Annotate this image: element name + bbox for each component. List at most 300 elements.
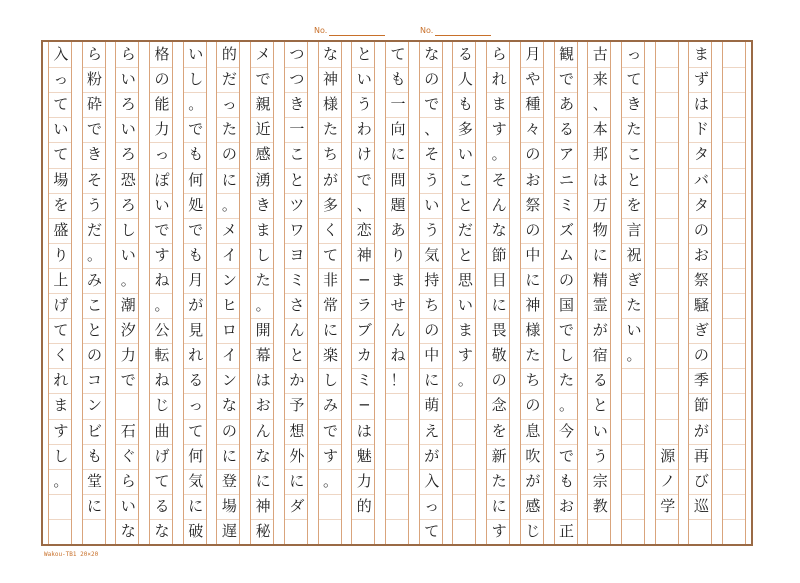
cell-divider (386, 117, 408, 118)
cell-divider (723, 168, 745, 169)
cell-divider (251, 117, 273, 118)
manuscript-char: 潮 (120, 296, 136, 315)
manuscript-char: ダ (289, 496, 305, 515)
manuscript-column (621, 42, 645, 544)
cell-divider (352, 494, 374, 495)
manuscript-char: ワ (289, 220, 305, 239)
cell-divider (116, 494, 138, 495)
cell-divider (184, 393, 206, 394)
cell-divider (184, 218, 206, 219)
manuscript-char: ま (53, 396, 69, 415)
manuscript-char: た (255, 270, 271, 289)
manuscript-char: た (491, 471, 507, 490)
cell-divider (723, 117, 745, 118)
manuscript-char: せ (390, 296, 406, 315)
cell-divider (184, 67, 206, 68)
manuscript-char: も (559, 471, 575, 490)
manuscript-char: メ (255, 45, 271, 64)
cell-divider (420, 343, 442, 344)
manuscript-char: が (592, 321, 608, 340)
cell-divider (49, 293, 71, 294)
cell-divider (285, 193, 307, 194)
cell-divider (453, 419, 475, 420)
manuscript-char: の (221, 145, 237, 164)
cell-divider (386, 193, 408, 194)
manuscript-char: 転 (154, 346, 170, 365)
manuscript-char: 万 (592, 195, 608, 214)
no-label-2 (420, 26, 491, 36)
cell-divider (352, 67, 374, 68)
cell-divider (251, 419, 273, 420)
cell-divider (656, 419, 678, 420)
manuscript-char: こ (289, 145, 305, 164)
manuscript-char: 多 (457, 120, 473, 139)
manuscript-char: 古 (592, 45, 608, 64)
manuscript-char: い (457, 296, 473, 315)
manuscript-column (82, 42, 106, 544)
manuscript-char: 精 (592, 270, 608, 289)
manuscript-char: を (53, 195, 69, 214)
manuscript-char: お (525, 170, 541, 189)
manuscript-char: ド (693, 120, 709, 139)
manuscript-char: 上 (53, 270, 69, 289)
manuscript-char: で (188, 120, 204, 139)
manuscript-char: 物 (592, 220, 608, 239)
manuscript-char: く (323, 220, 339, 239)
manuscript-char: い (457, 145, 473, 164)
manuscript-char: を (626, 195, 642, 214)
manuscript-char: や (525, 70, 541, 89)
cell-divider (319, 318, 341, 319)
cell-divider (285, 168, 307, 169)
cell-divider (184, 168, 206, 169)
cell-divider (150, 218, 172, 219)
manuscript-char: は (592, 170, 608, 189)
manuscript-char: 節 (693, 396, 709, 415)
cell-divider (150, 469, 172, 470)
cell-divider (251, 92, 273, 93)
cell-divider (487, 494, 509, 495)
cell-divider (555, 318, 577, 319)
cell-divider (622, 368, 644, 369)
manuscript-char: 、 (592, 95, 608, 114)
manuscript-column (250, 42, 274, 544)
manuscript-column (587, 42, 611, 544)
cell-divider (656, 117, 678, 118)
cell-divider (555, 519, 577, 520)
cell-divider (622, 444, 644, 445)
manuscript-column (115, 42, 139, 544)
cell-divider (352, 444, 374, 445)
manuscript-char: い (424, 195, 440, 214)
manuscript-char: て (188, 421, 204, 440)
cell-divider (184, 419, 206, 420)
cell-divider (622, 117, 644, 118)
cell-divider (453, 193, 475, 194)
cell-divider (622, 218, 644, 219)
cell-divider (420, 494, 442, 495)
cell-divider (319, 168, 341, 169)
cell-divider (251, 193, 273, 194)
manuscript-char: て (53, 95, 69, 114)
manuscript-char: 。 (221, 195, 237, 214)
manuscript-char: い (154, 195, 170, 214)
manuscript-char: し (559, 346, 575, 365)
manuscript-char: ね (154, 270, 170, 289)
manuscript-char: び (693, 471, 709, 490)
manuscript-char: 神 (525, 296, 541, 315)
manuscript-char: す (53, 421, 69, 440)
manuscript-char: 向 (390, 120, 406, 139)
manuscript-char: 。 (626, 346, 642, 365)
cell-divider (453, 117, 475, 118)
cell-divider (453, 243, 475, 244)
manuscript-char: 。 (457, 371, 473, 390)
cell-divider (217, 393, 239, 394)
cell-divider (150, 318, 172, 319)
cell-divider (420, 368, 442, 369)
cell-divider (319, 142, 341, 143)
cell-divider (352, 368, 374, 369)
cell-divider (150, 494, 172, 495)
manuscript-char: 宿 (592, 346, 608, 365)
cell-divider (420, 318, 442, 319)
manuscript-char: イ (221, 346, 237, 365)
manuscript-char: 粉 (87, 70, 103, 89)
cell-divider (285, 117, 307, 118)
manuscript-char: 処 (188, 195, 204, 214)
manuscript-char: 。 (87, 245, 103, 264)
cell-divider (487, 419, 509, 420)
manuscript-char: と (289, 346, 305, 365)
manuscript-char: ム (559, 245, 575, 264)
cell-divider (251, 393, 273, 394)
cell-divider (656, 92, 678, 93)
no-line-1 (329, 27, 385, 36)
cell-divider (251, 318, 273, 319)
cell-divider (49, 318, 71, 319)
cell-divider (49, 193, 71, 194)
manuscript-char: で (120, 371, 136, 390)
cell-divider (555, 92, 577, 93)
manuscript-char: の (87, 346, 103, 365)
manuscript-char: 々 (525, 120, 541, 139)
cell-divider (386, 67, 408, 68)
cell-divider (521, 168, 543, 169)
manuscript-char: そ (87, 170, 103, 189)
manuscript-char: う (424, 170, 440, 189)
manuscript-char: ロ (221, 321, 237, 340)
cell-divider (521, 293, 543, 294)
manuscript-char: ね (154, 371, 170, 390)
manuscript-char: て (424, 521, 440, 540)
manuscript-char: げ (154, 446, 170, 465)
manuscript-char: 開 (255, 321, 271, 340)
cell-divider (555, 393, 577, 394)
manuscript-char: す (491, 120, 507, 139)
manuscript-char: れ (188, 346, 204, 365)
cell-divider (622, 469, 644, 470)
manuscript-char: で (356, 170, 372, 189)
cell-divider (420, 268, 442, 269)
manuscript-char: れ (53, 371, 69, 390)
manuscript-char: 常 (323, 296, 339, 315)
manuscript-char: も (188, 245, 204, 264)
manuscript-char: ん (255, 421, 271, 440)
cell-divider (116, 293, 138, 294)
manuscript-char: な (221, 396, 237, 415)
manuscript-char: え (424, 421, 440, 440)
cell-divider (723, 368, 745, 369)
cell-divider (116, 469, 138, 470)
cell-divider (352, 268, 374, 269)
manuscript-char: 来 (592, 70, 608, 89)
cell-divider (386, 92, 408, 93)
manuscript-char: メ (221, 220, 237, 239)
manuscript-char: 格 (154, 45, 170, 64)
manuscript-char: 中 (525, 245, 541, 264)
manuscript-char: 題 (390, 195, 406, 214)
cell-divider (487, 168, 509, 169)
cell-divider (521, 469, 543, 470)
manuscript-char: か (289, 371, 305, 390)
manuscript-char: イ (221, 245, 237, 264)
cell-divider (521, 142, 543, 143)
cell-divider (622, 92, 644, 93)
cell-divider (487, 117, 509, 118)
cell-divider (83, 368, 105, 369)
cell-divider (487, 519, 509, 520)
manuscript-char: ま (255, 220, 271, 239)
cell-divider (83, 419, 105, 420)
cell-divider (285, 218, 307, 219)
cell-divider (723, 293, 745, 294)
manuscript-char: 場 (221, 496, 237, 515)
cell-divider (622, 168, 644, 169)
cell-divider (689, 193, 711, 194)
cell-divider (521, 92, 543, 93)
cell-divider (83, 218, 105, 219)
cell-divider (319, 519, 341, 520)
manuscript-char: っ (221, 95, 237, 114)
cell-divider (689, 142, 711, 143)
manuscript-char: に (323, 321, 339, 340)
manuscript-char: 神 (255, 496, 271, 515)
manuscript-char: 教 (592, 496, 608, 515)
manuscript-char: き (87, 145, 103, 164)
cell-divider (319, 343, 341, 344)
cell-divider (319, 393, 341, 394)
manuscript-char: じ (154, 396, 170, 415)
manuscript-char: は (255, 371, 271, 390)
cell-divider (352, 92, 374, 93)
cell-divider (251, 343, 273, 344)
cell-divider (184, 318, 206, 319)
manuscript-column (520, 42, 544, 544)
manuscript-char: で (323, 421, 339, 440)
manuscript-char: ミ (356, 371, 372, 390)
manuscript-char: に (87, 496, 103, 515)
manuscript-char: ま (491, 95, 507, 114)
cell-divider (689, 268, 711, 269)
cell-divider (319, 268, 341, 269)
cell-divider (622, 67, 644, 68)
manuscript-char: 様 (323, 95, 339, 114)
cell-divider (521, 193, 543, 194)
cell-divider (217, 92, 239, 93)
cell-divider (588, 243, 610, 244)
manuscript-char: も (390, 70, 406, 89)
cell-divider (386, 293, 408, 294)
manuscript-char: く (53, 346, 69, 365)
cell-divider (487, 193, 509, 194)
cell-divider (285, 419, 307, 420)
cell-divider (285, 268, 307, 269)
manuscript-char: の (424, 321, 440, 340)
cell-divider (83, 92, 105, 93)
cell-divider (588, 67, 610, 68)
cell-divider (453, 218, 475, 219)
manuscript-char: た (221, 120, 237, 139)
cell-divider (689, 494, 711, 495)
manuscript-column (554, 42, 578, 544)
paper-footer: Wakou-TB1 20×20 (44, 551, 99, 558)
manuscript-grid (41, 40, 753, 546)
manuscript-char: 今 (559, 421, 575, 440)
manuscript-char: で (559, 70, 575, 89)
cell-divider (656, 218, 678, 219)
manuscript-char: き (255, 195, 271, 214)
manuscript-column (284, 42, 308, 544)
manuscript-char: 持 (424, 270, 440, 289)
cell-divider (521, 494, 543, 495)
manuscript-char: つ (289, 70, 305, 89)
cell-divider (386, 469, 408, 470)
no-line-2 (435, 27, 491, 36)
manuscript-column (318, 42, 342, 544)
cell-divider (386, 343, 408, 344)
cell-divider (453, 469, 475, 470)
manuscript-char: 月 (188, 270, 204, 289)
cell-divider (83, 193, 105, 194)
cell-divider (588, 92, 610, 93)
cell-divider (420, 218, 442, 219)
manuscript-char: コ (87, 371, 103, 390)
cell-divider (251, 67, 273, 68)
manuscript-char: 多 (323, 195, 339, 214)
cell-divider (83, 393, 105, 394)
manuscript-char: 予 (289, 396, 305, 415)
cell-divider (285, 92, 307, 93)
cell-divider (689, 92, 711, 93)
manuscript-column (216, 42, 240, 544)
manuscript-char: 季 (693, 371, 709, 390)
cell-divider (689, 243, 711, 244)
manuscript-char: 遅 (221, 521, 237, 540)
cell-divider (49, 218, 71, 219)
cell-divider (319, 92, 341, 93)
cell-divider (319, 419, 341, 420)
cell-divider (150, 368, 172, 369)
manuscript-char: つ (289, 45, 305, 64)
cell-divider (251, 494, 273, 495)
cell-divider (386, 268, 408, 269)
cell-divider (555, 268, 577, 269)
cell-divider (723, 92, 745, 93)
manuscript-char: 場 (53, 170, 69, 189)
cell-divider (487, 393, 509, 394)
manuscript-char: 息 (525, 421, 541, 440)
cell-divider (487, 444, 509, 445)
cell-divider (723, 318, 745, 319)
manuscript-char: し (255, 245, 271, 264)
cell-divider (49, 393, 71, 394)
cell-divider (352, 419, 374, 420)
manuscript-char: っ (626, 45, 642, 64)
cell-divider (116, 343, 138, 344)
cell-divider (622, 393, 644, 394)
manuscript-char: 宗 (592, 471, 608, 490)
cell-divider (251, 268, 273, 269)
cell-divider (319, 218, 341, 219)
manuscript-char: 汐 (120, 321, 136, 340)
manuscript-char: 畏 (491, 321, 507, 340)
no-label-1-text: No. (314, 26, 328, 35)
cell-divider (352, 168, 374, 169)
manuscript-char: と (87, 321, 103, 340)
manuscript-char: ぎ (626, 270, 642, 289)
cell-divider (83, 494, 105, 495)
manuscript-char: だ (87, 220, 103, 239)
manuscript-char: こ (626, 145, 642, 164)
cell-divider (251, 142, 273, 143)
cell-divider (217, 218, 239, 219)
manuscript-char: タ (693, 145, 709, 164)
cell-divider (49, 142, 71, 143)
manuscript-char: る (188, 371, 204, 390)
manuscript-char: で (188, 220, 204, 239)
manuscript-char: 曲 (154, 421, 170, 440)
manuscript-char: の (693, 220, 709, 239)
manuscript-char: ち (424, 296, 440, 315)
manuscript-char: お (693, 245, 709, 264)
cell-divider (588, 193, 610, 194)
manuscript-char: ！ (390, 371, 406, 390)
manuscript-char: い (120, 120, 136, 139)
cell-divider (420, 193, 442, 194)
manuscript-char: と (457, 195, 473, 214)
cell-divider (184, 343, 206, 344)
cell-divider (150, 419, 172, 420)
manuscript-char: 巡 (693, 496, 709, 515)
cell-divider (150, 519, 172, 520)
cell-divider (656, 268, 678, 269)
cell-divider (251, 444, 273, 445)
cell-divider (656, 444, 678, 445)
cell-divider (49, 419, 71, 420)
cell-divider (83, 243, 105, 244)
cell-divider (521, 393, 543, 394)
cell-divider (386, 494, 408, 495)
cell-divider (723, 268, 745, 269)
manuscript-char (117, 395, 139, 416)
manuscript-char: 萌 (424, 396, 440, 415)
cell-divider (487, 268, 509, 269)
cell-divider (689, 168, 711, 169)
manuscript-char: で (424, 95, 440, 114)
cell-divider (49, 243, 71, 244)
manuscript-char: 入 (53, 45, 69, 64)
